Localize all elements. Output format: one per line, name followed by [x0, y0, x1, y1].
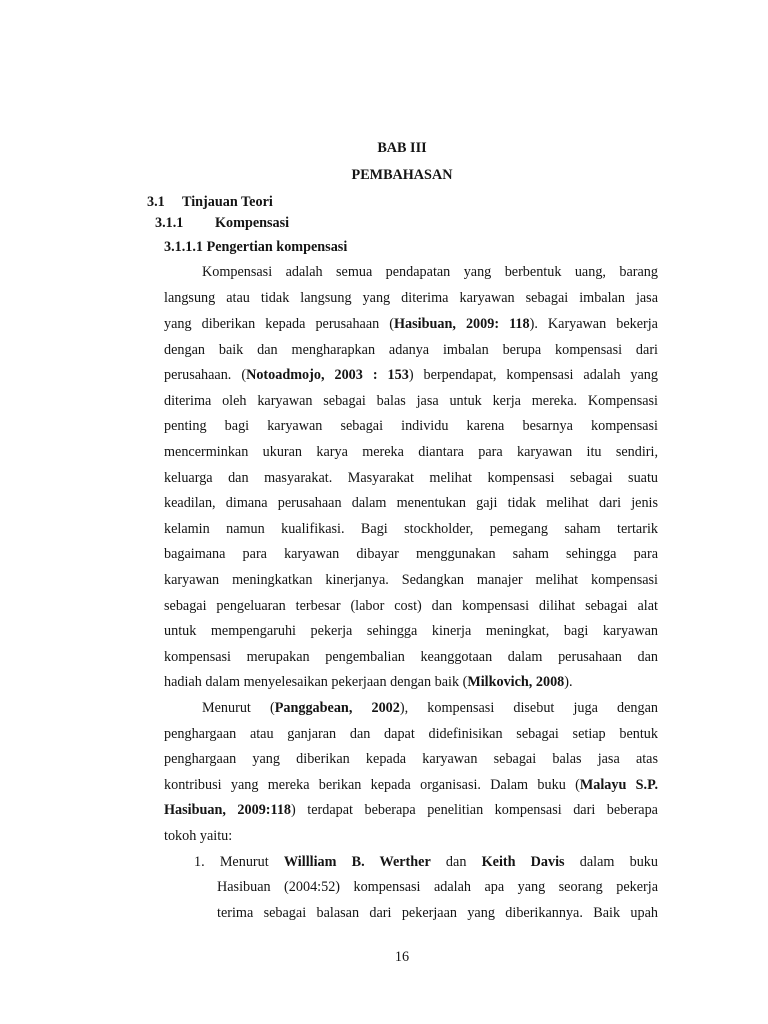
text-line: [164, 799, 658, 821]
text-run: 1. Menurut: [194, 854, 284, 870]
citation: Hasibuan, 2009: 118: [394, 316, 530, 332]
chapter-title: PEMBAHASAN: [351, 167, 453, 183]
text-run: dan: [430, 854, 482, 870]
text-line: [164, 671, 658, 693]
text-run: ) terdapat beberapa penelitian kompensasi dari beberapa: [291, 802, 658, 818]
text-line: Kompensasi adalah semua pendapatan yang berbentuk uang, barang: [202, 264, 658, 280]
section-heading-3-1: [147, 193, 273, 211]
text-run: ), kompensasi disebut juga dengan: [399, 700, 659, 716]
chapter-label: BAB III: [377, 140, 427, 156]
section-number: 3.1: [147, 194, 165, 210]
citation: Malayu S.P.: [579, 777, 658, 793]
section-number: 3.1.1: [155, 215, 184, 231]
text-line: Hasibuan (2004:52) kompensasi adalah apa yang seorang pekerja: [217, 879, 658, 895]
text-run: perusahaan. (: [164, 367, 247, 383]
text-line: penting bagi karyawan sebagai individu karena besarnya kompensasi: [164, 418, 658, 434]
text-line: tokoh yaitu:: [164, 828, 233, 844]
text-run: ). Karyawan bekerja: [529, 316, 658, 332]
section-heading-3-1-1: [155, 214, 289, 232]
text-line: untuk mempengaruhi pekerja sehingga kinerja meningkat, bagi karyawan: [164, 623, 658, 639]
text-line: kompensasi merupakan pengembalian keanggotaan dalam perusahaan dan: [164, 649, 658, 665]
citation: Milkovich, 2008: [467, 674, 565, 690]
text-line: diterima oleh karyawan sebagai balas jasa untuk kerja mereka. Kompensasi: [164, 393, 658, 409]
text-line: [194, 851, 658, 873]
text-line: kelamin namun kualifikasi. Bagi stockholder, pemegang saham tertarik: [164, 521, 658, 537]
text-line: langsung atau tidak langsung yang diterima karyawan sebagai imbalan jasa: [164, 290, 658, 306]
text-run: yang diberikan kepada perusahaan (: [164, 316, 395, 332]
citation: Notoadmojo, 2003 : 153: [246, 367, 409, 383]
text-line: terima sebagai balasan dari pekerjaan yang diberikannya. Baik upah: [217, 905, 658, 921]
text-line: mencerminkan ukuran karya mereka diantara para karyawan itu sendiri,: [164, 444, 658, 460]
text-run: hadiah dalam menyelesaikan pekerjaan dengan baik (: [164, 674, 468, 690]
text-line: [164, 313, 658, 335]
author-name: Willliam B. Werther: [283, 854, 431, 870]
citation: Panggabean, 2002: [274, 700, 400, 716]
section-heading-3-1-1-1: 3.1.1.1 Pengertian kompensasi: [164, 239, 348, 255]
text-line: karyawan meningkatkan kinerjanya. Sedangkan manajer melihat kompensasi: [164, 572, 658, 588]
section-title: Tinjauan Teori: [182, 194, 273, 210]
text-line: keadilan, dimana perusahaan dalam menentukan gaji tidak melihat dari jenis: [164, 495, 658, 511]
text-run: kontribusi yang mereka berikan kepada organisasi. Dalam buku (: [164, 777, 580, 793]
section-title: Kompensasi: [215, 215, 290, 231]
text-line: [164, 774, 658, 796]
text-run: ) berpendapat, kompensasi adalah yang: [408, 367, 658, 383]
text-run: Menurut (: [202, 700, 275, 716]
text-line: penghargaan yang diberikan kepada karyawan sebagai balas jasa atas: [164, 751, 658, 767]
text-line: keluarga dan masyarakat. Masyarakat melihat kompensasi sebagai suatu: [164, 470, 658, 486]
text-line: [164, 364, 658, 386]
text-line: sebagai pengeluaran terbesar (labor cost) dan kompensasi dilihat sebagai alat: [164, 598, 658, 614]
text-line: penghargaan atau ganjaran dan dapat didefinisikan sebagai setiap bentuk: [164, 726, 658, 742]
page-number: 16: [394, 949, 410, 965]
text-run: dalam buku: [564, 854, 658, 870]
text-line: bagaimana para karyawan dibayar menggunakan saham sehingga para: [164, 546, 658, 562]
author-name: Keith Davis: [481, 854, 565, 870]
text-line: dengan baik dan mengharapkan adanya imbalan berupa kompensasi dari: [164, 342, 658, 358]
text-line: [202, 697, 658, 719]
text-run: ).: [564, 674, 573, 690]
citation: Hasibuan, 2009:118: [164, 802, 292, 818]
